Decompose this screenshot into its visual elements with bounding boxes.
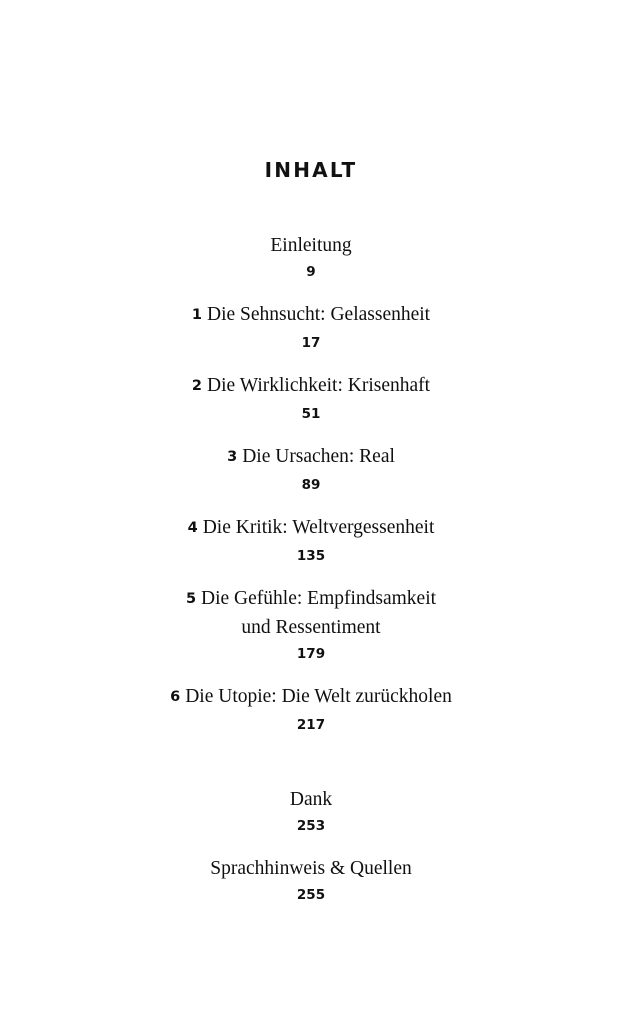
toc-entry-title-line: [0, 372, 622, 401]
toc-entry-title: Die Utopie: Die Welt zurückholen: [185, 686, 452, 707]
toc-entry-title: Die Kritik: Weltvergessenheit: [202, 517, 435, 538]
toc-entry-page-number: 179: [296, 646, 326, 662]
page-title: INHALT: [264, 158, 358, 182]
toc-entry-title: Die Ursachen: Real: [242, 446, 395, 467]
toc-entry-title-line: [0, 232, 622, 259]
toc-entry-page-number: 253: [296, 818, 326, 834]
toc-entry-title: Einleitung: [270, 235, 352, 256]
toc-entry-page-number: 89: [301, 477, 321, 493]
toc-entry[interactable]: [0, 443, 622, 496]
toc-entry-title: Sprachhinweis & Quellen: [210, 858, 412, 879]
toc-entry[interactable]: [0, 514, 622, 567]
toc-entry-title-line: [0, 585, 622, 641]
toc-entry-title-line: [0, 301, 622, 330]
toc-entry[interactable]: [0, 585, 622, 665]
toc-entry[interactable]: [0, 683, 622, 736]
toc-entry-page-number: 135: [296, 548, 326, 564]
toc-entry-title-continuation: und Ressentiment: [241, 617, 381, 638]
toc-entry-title-line: [0, 514, 622, 543]
toc-entry-title-line: [0, 683, 622, 712]
toc-entry-title: Dank: [289, 789, 333, 810]
toc-entry-page-number: 9: [306, 264, 316, 280]
toc-entry-title: Die Gefühle: Empfindsamkeit: [201, 588, 437, 609]
toc-entry-number: 1: [191, 307, 202, 323]
table-of-contents-list: [0, 232, 622, 906]
toc-entry[interactable]: [0, 301, 622, 354]
toc-entry-number: 5: [185, 591, 197, 607]
toc-entry-number: 6: [170, 689, 181, 705]
toc-entry-page-number: 255: [296, 887, 326, 903]
toc-entry-number: 4: [187, 520, 198, 536]
toc-entry-number: 2: [191, 378, 203, 394]
toc-entry-title-line: [0, 443, 622, 472]
toc-entry-title: Die Wirklichkeit: Krisenhaft: [207, 375, 431, 396]
toc-entry-title-line: [0, 855, 622, 882]
title-spacer: [0, 182, 622, 232]
toc-entry[interactable]: [0, 855, 622, 906]
toc-entry[interactable]: [0, 786, 622, 837]
toc-entry-page-number: 217: [296, 717, 326, 733]
toc-entry[interactable]: [0, 372, 622, 425]
toc-entry-title-line: [0, 786, 622, 813]
toc-entry-page-number: 17: [301, 335, 321, 351]
toc-entry-page-number: 51: [301, 406, 321, 422]
toc-entry-number: 3: [227, 449, 238, 465]
toc-entry[interactable]: [0, 232, 622, 283]
toc-entry-title: Die Sehnsucht: Gelassenheit: [206, 304, 431, 325]
